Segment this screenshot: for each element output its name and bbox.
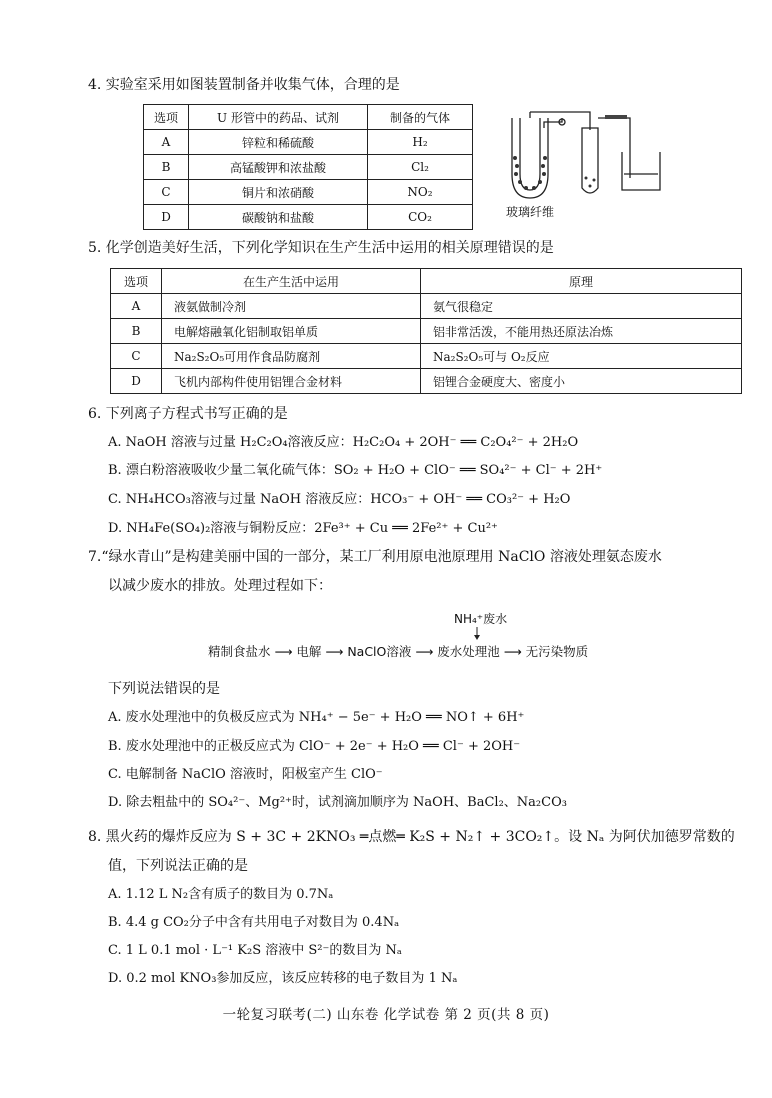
q4-cell: NO₂ (368, 180, 473, 205)
flow-top-label: NH₄⁺废水 (454, 612, 508, 626)
q4-cell: 锌粒和稀硫酸 (189, 130, 368, 155)
q5-cell: C (111, 344, 162, 369)
q4-stem: 4. 实验室采用如图装置制备并收集气体，合理的是 (88, 77, 400, 93)
q5-cell: D (111, 369, 162, 394)
q5-header-0: 选项 (111, 269, 162, 294)
q6-option-d: D. NH₄Fe(SO₄)₂溶液与铜粉反应：2Fe³⁺ + Cu ══ 2Fe²⁺ + Cu²⁺ (108, 521, 498, 536)
q5-cell: Na₂S₂O₅可与 O₂反应 (421, 344, 742, 369)
q8-option-b: B. 4.4 g CO₂分子中含有共用电子对数目为 0.4Nₐ (108, 915, 400, 930)
q6-option-a: A. NaOH 溶液与过量 H₂C₂O₄溶液反应：H₂C₂O₄ + 2OH⁻ ══ C₂O₄²⁻ + 2H₂O (108, 435, 579, 450)
q4-header-2: 制备的气体 (368, 105, 473, 130)
q5-cell: 电解熔融氧化铝制取铝单质 (162, 319, 421, 344)
flow-arrow-icon: ⟶ (503, 644, 526, 659)
q4-cell: 铜片和浓硝酸 (189, 180, 368, 205)
q6-option-b: B. 漂白粉溶液吸收少量二氧化硫气体：SO₂ + H₂O + ClO⁻ ══ SO₄²⁻ + Cl⁻ + 2H⁺ (108, 463, 603, 478)
q7-option-c: C. 电解制备 NaClO 溶液时，阳极室产生 ClO⁻ (108, 767, 383, 782)
process-flow (208, 642, 588, 660)
q6-option-c: C. NH₄HCO₃溶液与过量 NaOH 溶液反应：HCO₃⁻ + OH⁻ ══ CO₃²⁻ + H₂O (108, 492, 571, 507)
q4-cell: D (144, 205, 189, 230)
figure-label: 玻璃纤维 (506, 205, 555, 219)
flow-step: 精制食盐水 (208, 644, 271, 659)
flow-arrow-icon: ⟶ (274, 644, 297, 659)
q4-cell: C (144, 180, 189, 205)
q8-option-c: C. 1 L 0.1 mol · L⁻¹ K₂S 溶液中 S²⁻的数目为 Nₐ (108, 943, 402, 958)
q6-stem: 6. 下列离子方程式书写正确的是 (88, 406, 288, 422)
q4-cell: Cl₂ (368, 155, 473, 180)
q8-option-d: D. 0.2 mol KNO₃参加反应，该反应转移的电子数目为 1 Nₐ (108, 971, 458, 986)
page-footer: 一轮复习联考(二) 山东卷 化学试卷 第 2 页(共 8 页) (222, 1007, 550, 1023)
q5-cell: 铝锂合金硬度大、密度小 (421, 369, 742, 394)
q5-header-1: 在生产生活中运用 (162, 269, 421, 294)
q4-cell: 碳酸钠和盐酸 (189, 205, 368, 230)
q7-sub-stem: 下列说法错误的是 (108, 681, 220, 697)
flow-arrow-icon: ⟶ (415, 644, 438, 659)
q4-cell: 高锰酸钾和浓盐酸 (189, 155, 368, 180)
q4-header-0: 选项 (144, 105, 189, 130)
q4-cell: B (144, 155, 189, 180)
q5-cell: Na₂S₂O₅可用作食品防腐剂 (162, 344, 421, 369)
q4-table (143, 104, 473, 230)
q5-cell: 铝非常活泼，不能用热还原法冶炼 (421, 319, 742, 344)
q5-cell: 氨气很稳定 (421, 294, 742, 319)
flow-step: NaClO溶液 (347, 644, 412, 659)
q5-cell: A (111, 294, 162, 319)
q5-cell: 液氨做制冷剂 (162, 294, 421, 319)
q4-header-1: U 形管中的药品、试剂 (189, 105, 368, 130)
q5-table (110, 268, 742, 394)
q4-cell: H₂ (368, 130, 473, 155)
flow-down-arrow (472, 627, 482, 641)
q7-option-a: A. 废水处理池中的负极反应式为 NH₄⁺ − 5e⁻ + H₂O ══ NO↑ + 6H⁺ (108, 710, 525, 725)
q5-header-2: 原理 (421, 269, 742, 294)
q5-cell: 飞机内部构件使用铝锂合金材料 (162, 369, 421, 394)
q7-stem-line2: 以减少废水的排放。处理过程如下： (108, 578, 332, 594)
q8-stem-line1: 8. 黑火药的爆炸反应为 S + 3C + 2KNO₃ ═点燃═ K₂S + N₂↑ + 3CO₂↑。设 Nₐ 为阿伏加德罗常数的 (88, 829, 735, 845)
q5-cell: B (111, 319, 162, 344)
q7-option-b: B. 废水处理池中的正极反应式为 ClO⁻ + 2e⁻ + H₂O ══ Cl⁻ + 2OH⁻ (108, 739, 521, 754)
flow-step: 废水处理池 (437, 644, 500, 659)
apparatus-figure (500, 108, 670, 226)
flow-step: 无污染物质 (525, 644, 589, 659)
q5-stem: 5. 化学创造美好生活，下列化学知识在生产生活中运用的相关原理错误的是 (88, 240, 554, 256)
q7-stem-line1: 7.“绿水青山”是构建美丽中国的一部分，某工厂利用原电池原理用 NaClO 溶液处理氨态废水 (88, 549, 662, 565)
q8-stem-line2: 值，下列说法正确的是 (108, 858, 248, 874)
flow-arrow-icon: ⟶ (325, 644, 348, 659)
q8-option-a: A. 1.12 L N₂含有质子的数目为 0.7Nₐ (108, 887, 334, 902)
flow-step: 电解 (296, 644, 322, 659)
q4-cell: A (144, 130, 189, 155)
q7-option-d: D. 除去粗盐中的 SO₄²⁻、Mg²⁺时，试剂滴加顺序为 NaOH、BaCl₂、Na₂CO₃ (108, 795, 567, 810)
q4-cell: CO₂ (368, 205, 473, 230)
